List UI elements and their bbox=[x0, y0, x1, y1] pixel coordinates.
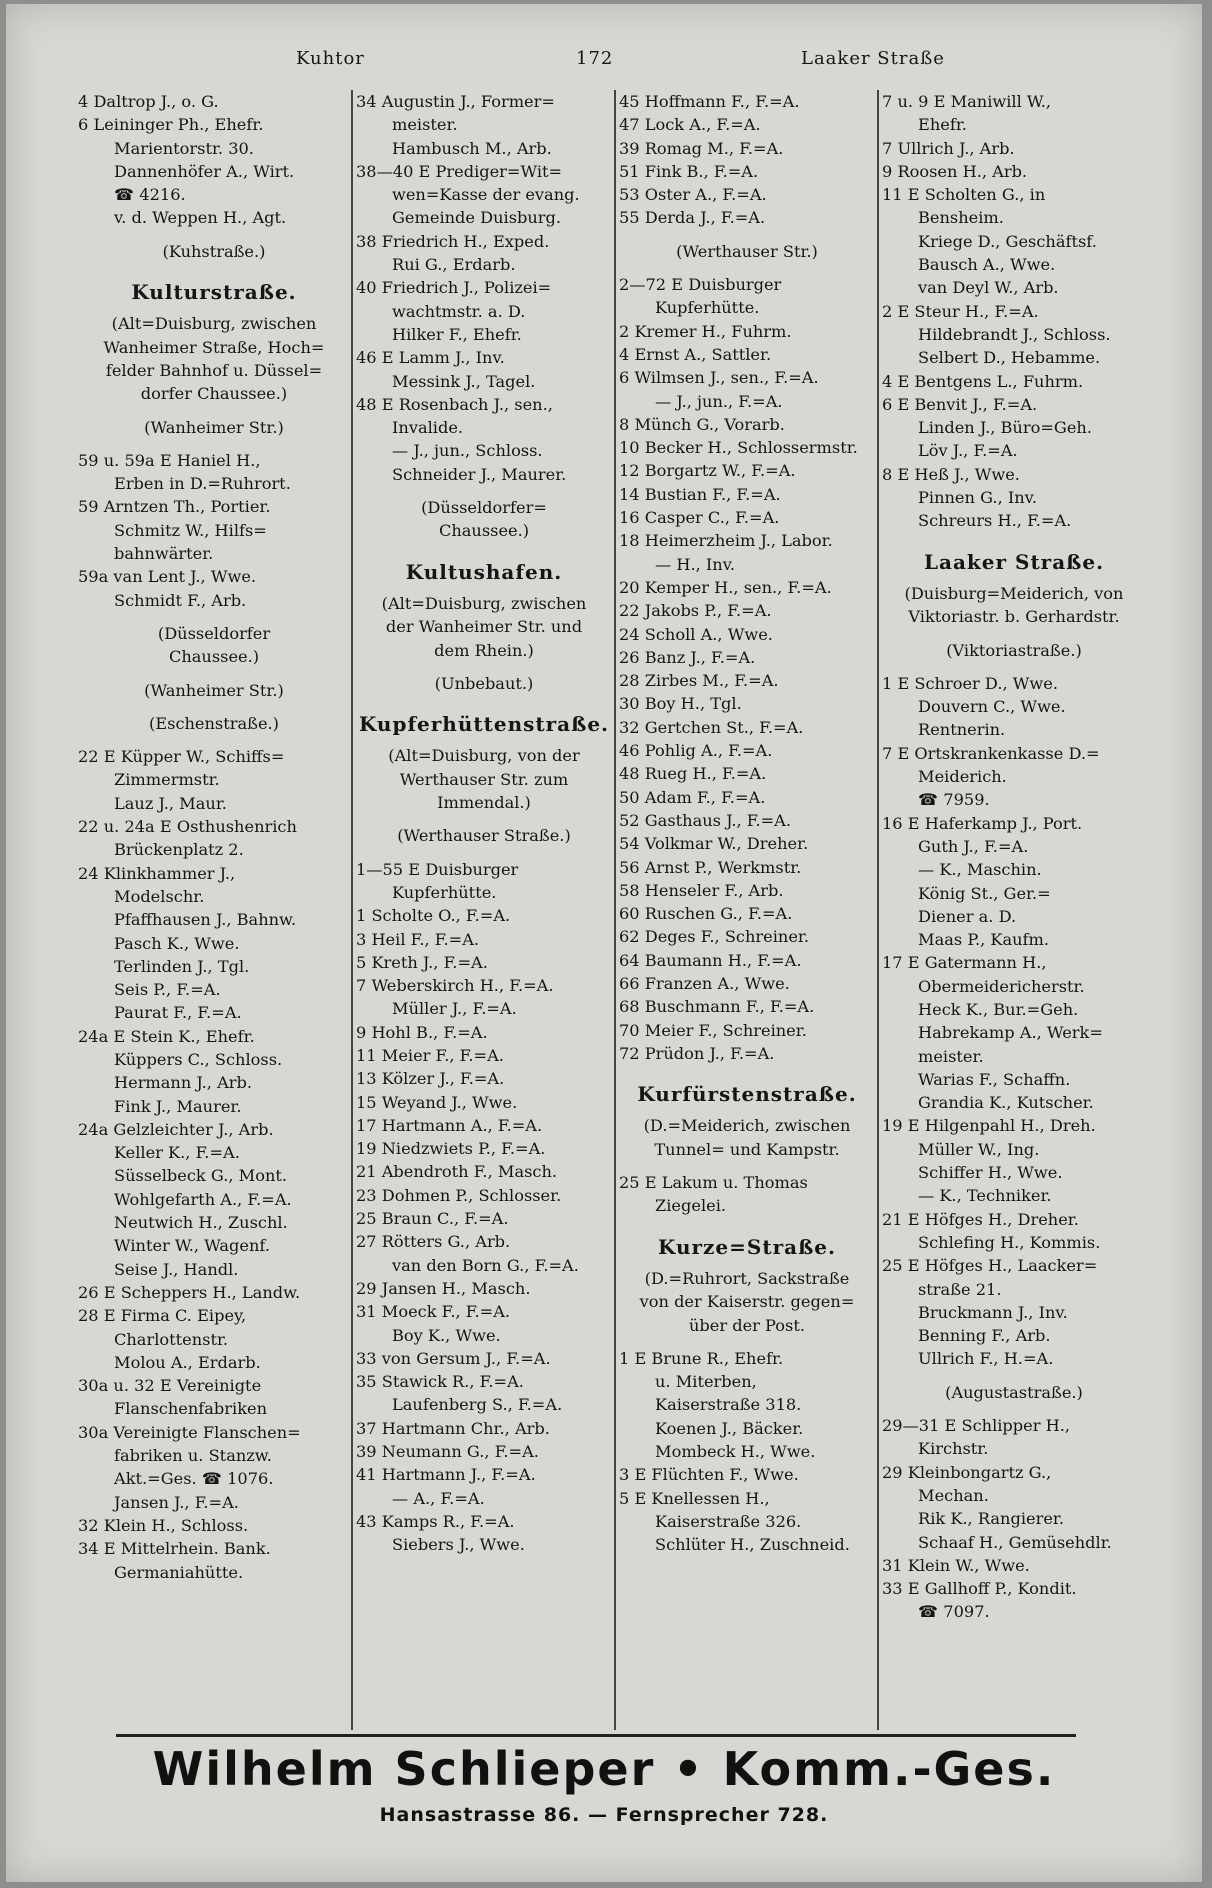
column-4 bbox=[882, 90, 1146, 1730]
header-right: Laaker Straße bbox=[801, 48, 945, 69]
entry-line: Rentnerin. bbox=[918, 720, 1006, 740]
entry-line: ☎ 7097. bbox=[918, 1602, 990, 1622]
entry-line: 39 Neumann G., F.=A. bbox=[356, 1442, 539, 1462]
entry-line: Pinnen G., Inv. bbox=[918, 488, 1038, 508]
entry-line: wachtmstr. a. D. bbox=[392, 301, 526, 321]
entry-line: 43 Kamps R., F.=A. bbox=[356, 1511, 515, 1531]
column-3 bbox=[619, 90, 875, 1730]
entry-line: Wohlgefarth A., F.=A. bbox=[114, 1189, 292, 1209]
entry-line: 10 Becker H., Schlossermstr. bbox=[619, 438, 858, 458]
spacer bbox=[356, 543, 612, 553]
entry-line: 59 u. 59a E Haniel H., bbox=[78, 450, 261, 470]
entry-line: 29 Kleinbongartz G., bbox=[882, 1462, 1052, 1482]
entry-line: König St., Ger.= bbox=[918, 883, 1051, 903]
street-note: von der Kaiserstr. gegen= bbox=[639, 1292, 855, 1312]
entry-line: Mechan. bbox=[918, 1485, 989, 1505]
column-divider bbox=[877, 90, 879, 1730]
street-note: (Alt=Duisburg, zwischen bbox=[111, 314, 317, 334]
entry-line: 21 Abendroth F., Masch. bbox=[356, 1162, 558, 1182]
spacer bbox=[78, 263, 350, 273]
entry-line: Flanschenfabriken bbox=[114, 1399, 268, 1419]
entry-line: Heck K., Bur.=Geh. bbox=[918, 999, 1079, 1019]
entry-line: 1 Scholte O., F.=A. bbox=[356, 906, 511, 926]
entry-line: Rui G., Erdarb. bbox=[392, 255, 516, 275]
street-note: der Wanheimer Str. und bbox=[385, 617, 583, 637]
spacer bbox=[356, 486, 612, 496]
entry-line: 34 Augustin J., Former= bbox=[356, 92, 555, 111]
spacer bbox=[78, 702, 350, 712]
entry-line: 2—72 E Duisburger bbox=[619, 275, 782, 295]
entry-line: 31 Moeck F., F.=A. bbox=[356, 1302, 511, 1322]
street-note: Werthauser Str. zum bbox=[399, 769, 569, 789]
spacer bbox=[78, 669, 350, 679]
street-note: (Düsseldorfer bbox=[157, 623, 271, 643]
entry-line: 37 Hartmann Chr., Arb. bbox=[356, 1418, 550, 1438]
entry-line: Germaniahütte. bbox=[114, 1562, 244, 1582]
entry-line: 21 E Höfges H., Dreher. bbox=[882, 1209, 1079, 1229]
spacer bbox=[356, 848, 612, 858]
entry-line: 35 Stawick R., F.=A. bbox=[356, 1372, 524, 1392]
entry-line: Douvern C., Wwe. bbox=[918, 697, 1066, 717]
entry-line: — K., Techniker. bbox=[918, 1186, 1052, 1206]
entry-line: 13 Kölzer J., F.=A. bbox=[356, 1069, 505, 1089]
entry-line: Hermann J., Arb. bbox=[114, 1073, 253, 1093]
entry-line: 72 Prüdon J., F.=A. bbox=[619, 1043, 775, 1063]
entry-line: — A., F.=A. bbox=[392, 1488, 485, 1508]
entry-line: 3 E Flüchten F., Wwe. bbox=[619, 1465, 799, 1485]
entry-line: 64 Baumann H., F.=A. bbox=[619, 950, 802, 970]
entry-line: 25 Braun C., F.=A. bbox=[356, 1209, 509, 1229]
entry-line: 20 Kemper H., sen., F.=A. bbox=[619, 577, 832, 597]
entry-line: 11 E Scholten G., in bbox=[882, 185, 1046, 205]
entry-line: Lauz J., Maur. bbox=[114, 793, 227, 813]
entry-line: Maas P., Kaufm. bbox=[918, 930, 1050, 950]
entry-line: Messink J., Tagel. bbox=[392, 371, 536, 391]
spacer bbox=[619, 230, 875, 240]
entry-line: 59a van Lent J., Wwe. bbox=[78, 567, 257, 587]
entry-line: Hildebrandt J., Schloss. bbox=[918, 324, 1111, 344]
entry-line: 9 Hohl B., F.=A. bbox=[356, 1022, 488, 1042]
entry-line: Ullrich F., H.=A. bbox=[918, 1349, 1054, 1369]
entry-line: 24 Scholl A., Wwe. bbox=[619, 624, 773, 644]
entry-line: Winter W., Wagenf. bbox=[114, 1236, 270, 1256]
entry-line: 16 Casper C., F.=A. bbox=[619, 508, 780, 528]
advertisement-title: Wilhelm Schlieper • Komm.-Ges. bbox=[152, 1742, 1056, 1796]
entry-line: Kaiserstraße 318. bbox=[655, 1395, 802, 1415]
spacer bbox=[619, 263, 875, 273]
entry-line: Löv J., F.=A. bbox=[918, 441, 1018, 461]
entry-line: Schlefing H., Kommis. bbox=[918, 1232, 1101, 1252]
entry-line: meister. bbox=[392, 115, 458, 135]
street-heading: Kulturstraße. bbox=[131, 280, 297, 305]
entry-line: 19 Niedzwiets P., F.=A. bbox=[356, 1139, 546, 1159]
entry-line: 51 Fink B., F.=A. bbox=[619, 161, 759, 181]
entry-line: 25 E Lakum u. Thomas bbox=[619, 1173, 808, 1193]
street-note: (Werthauser Str.) bbox=[676, 241, 818, 261]
entry-line: 48 E Rosenbach J., sen., bbox=[356, 394, 553, 414]
entry-line: Schaaf H., Gemüsehdlr. bbox=[918, 1532, 1112, 1552]
entry-line: Hilker F., Ehefr. bbox=[392, 324, 522, 344]
street-heading: Kultushafen. bbox=[405, 559, 563, 584]
entry-line: 28 E Firma C. Eipey, bbox=[78, 1306, 247, 1326]
street-note: felder Bahnhof u. Düssel= bbox=[105, 360, 323, 380]
entry-line: Kirchstr. bbox=[918, 1439, 989, 1459]
entry-line: Fink J., Maurer. bbox=[114, 1096, 242, 1116]
entry-line: 30a u. 32 E Vereinigte bbox=[78, 1376, 262, 1396]
directory-page bbox=[6, 4, 1202, 1882]
street-note: Viktoriastr. b. Gerhardstr. bbox=[908, 607, 1120, 627]
entry-line: 11 Meier F., F.=A. bbox=[356, 1045, 504, 1065]
entry-line: ☎ 4216. bbox=[114, 185, 186, 205]
street-note: Wanheimer Straße, Hoch= bbox=[103, 337, 325, 357]
entry-line: Schiffer H., Wwe. bbox=[918, 1163, 1063, 1183]
street-note: (D.=Meiderich, zwischen bbox=[643, 1116, 851, 1136]
entry-line: 1—55 E Duisburger bbox=[356, 859, 519, 879]
entry-line: 47 Lock A., F.=A. bbox=[619, 115, 761, 135]
spacer bbox=[882, 1371, 1146, 1381]
entry-line: 53 Oster A., F.=A. bbox=[619, 185, 767, 205]
entry-line: meister. bbox=[918, 1046, 984, 1066]
entry-line: van den Born G., F.=A. bbox=[392, 1255, 579, 1275]
street-note: (Unbebaut.) bbox=[434, 673, 534, 693]
entry-line: Brückenplatz 2. bbox=[114, 840, 244, 860]
entry-line: 26 E Scheppers H., Landw. bbox=[78, 1282, 301, 1302]
entry-line: 33 E Gallhoff P., Kondit. bbox=[882, 1579, 1077, 1599]
entry-line: Guth J., F.=A. bbox=[918, 836, 1029, 856]
entry-line: 4 E Bentgens L., Fuhrm. bbox=[882, 371, 1084, 391]
entry-line: Terlinden J., Tgl. bbox=[114, 956, 250, 976]
entry-line: 17 Hartmann A., F.=A. bbox=[356, 1115, 543, 1135]
entry-line: Keller K., F.=A. bbox=[114, 1143, 240, 1163]
street-note: (Kuhstraße.) bbox=[162, 241, 266, 261]
spacer bbox=[356, 662, 612, 672]
entry-line: Charlottenstr. bbox=[114, 1329, 229, 1349]
entry-line: Invalide. bbox=[392, 418, 464, 438]
entry-line: Schlüter H., Zuschneid. bbox=[655, 1535, 850, 1555]
entry-line: 6 E Benvit J., F.=A. bbox=[882, 394, 1038, 414]
street-note: über der Post. bbox=[688, 1315, 805, 1335]
entry-line: 39 Romag M., F.=A. bbox=[619, 138, 784, 158]
entry-line: Warias F., Schaffn. bbox=[918, 1069, 1071, 1089]
entry-line: 34 E Mittelrhein. Bank. bbox=[78, 1539, 271, 1559]
column-divider bbox=[614, 90, 616, 1730]
entry-line: Linden J., Büro=Geh. bbox=[918, 418, 1092, 438]
entry-line: 25 E Höfges H., Laacker= bbox=[882, 1256, 1098, 1276]
entry-line: 17 E Gatermann H., bbox=[882, 953, 1047, 973]
spacer bbox=[78, 406, 350, 416]
entry-line: Boy K., Wwe. bbox=[392, 1325, 501, 1345]
entry-line: 9 Roosen H., Arb. bbox=[882, 161, 1028, 181]
entry-line: 12 Borgartz W., F.=A. bbox=[619, 461, 796, 481]
street-note: dem Rhein.) bbox=[434, 640, 534, 660]
entry-line: Modelschr. bbox=[114, 886, 205, 906]
entry-line: 1 E Schroer D., Wwe. bbox=[882, 673, 1058, 693]
entry-line: — K., Maschin. bbox=[918, 860, 1042, 880]
entry-line: Schmidt F., Arb. bbox=[114, 590, 247, 610]
entry-line: 33 von Gersum J., F.=A. bbox=[356, 1348, 551, 1368]
entry-line: Kupferhütte. bbox=[655, 298, 760, 318]
entry-line: bahnwärter. bbox=[114, 544, 214, 564]
entry-line: 26 Banz J., F.=A. bbox=[619, 647, 756, 667]
entry-line: 1 E Brune R., Ehefr. bbox=[619, 1348, 784, 1368]
entry-line: 16 E Haferkamp J., Port. bbox=[882, 813, 1083, 833]
entry-line: Akt.=Ges. ☎ 1076. bbox=[114, 1469, 274, 1489]
entry-line: v. d. Weppen H., Agt. bbox=[114, 208, 287, 228]
entry-line: 66 Franzen A., Wwe. bbox=[619, 973, 790, 993]
street-heading: Kupferhüttenstraße. bbox=[358, 712, 610, 737]
entry-line: Pasch K., Wwe. bbox=[114, 933, 240, 953]
entry-line: 38—40 E Prediger=Wit= bbox=[356, 161, 563, 181]
entry-line: — J., jun., Schloss. bbox=[392, 441, 543, 461]
column-2 bbox=[356, 90, 612, 1730]
entry-line: Ehefr. bbox=[918, 115, 967, 135]
entry-line: straße 21. bbox=[918, 1279, 1002, 1299]
entry-line: Selbert D., Hebamme. bbox=[918, 348, 1101, 368]
entry-line: Kriege D., Geschäftsf. bbox=[918, 231, 1097, 251]
entry-line: 62 Deges F., Schreiner. bbox=[619, 927, 810, 947]
entry-line: 24a Gelzleichter J., Arb. bbox=[78, 1119, 274, 1139]
entry-line: 7 u. 9 E Maniwill W., bbox=[882, 92, 1052, 111]
entry-line: Marientorstr. 30. bbox=[114, 138, 254, 158]
entry-line: Paurat F., F.=A. bbox=[114, 1003, 242, 1023]
entry-line: 38 Friedrich H., Exped. bbox=[356, 231, 550, 251]
spacer bbox=[619, 1065, 875, 1075]
entry-line: Küppers C., Schloss. bbox=[114, 1049, 283, 1069]
entry-line: 6 Wilmsen J., sen., F.=A. bbox=[619, 368, 819, 388]
entry-line: Molou A., Erdarb. bbox=[114, 1352, 261, 1372]
entry-line: Zimmermstr. bbox=[114, 770, 220, 790]
entry-line: 24 Klinkhammer J., bbox=[78, 863, 236, 883]
entry-line: 2 Kremer H., Fuhrm. bbox=[619, 321, 792, 341]
street-note: (Wanheimer Str.) bbox=[144, 417, 284, 437]
spacer bbox=[882, 533, 1146, 543]
entry-line: 52 Gasthaus J., F.=A. bbox=[619, 810, 792, 830]
entry-line: Meiderich. bbox=[918, 767, 1007, 787]
street-note: (Werthauser Straße.) bbox=[397, 826, 571, 846]
entry-line: 54 Volkmar W., Dreher. bbox=[619, 834, 809, 854]
entry-line: 7 Ullrich J., Arb. bbox=[882, 138, 1015, 158]
entry-line: Laufenberg S., F.=A. bbox=[392, 1395, 563, 1415]
street-note: (Viktoriastraße.) bbox=[946, 640, 1082, 660]
advertisement-address: Hansastrasse 86. — Fernsprecher 728. bbox=[379, 1804, 829, 1826]
entry-line: Schneider J., Maurer. bbox=[392, 464, 567, 484]
spacer bbox=[619, 1337, 875, 1347]
entry-line: Rik K., Rangierer. bbox=[918, 1509, 1065, 1529]
spacer bbox=[78, 612, 350, 622]
street-note: (Alt=Duisburg, von der bbox=[388, 746, 580, 766]
entry-line: 29—31 E Schlipper H., bbox=[882, 1416, 1071, 1436]
entry-line: 55 Derda J., F.=A. bbox=[619, 208, 766, 228]
street-note: (Alt=Duisburg, zwischen bbox=[381, 593, 587, 613]
entry-line: Erben in D.=Ruhrort. bbox=[114, 474, 291, 494]
entry-line: Diener a. D. bbox=[918, 906, 1017, 926]
entry-line: Obermeidericherstr. bbox=[918, 976, 1085, 996]
entry-line: 3 Heil F., F.=A. bbox=[356, 929, 480, 949]
entry-line: Siebers J., Wwe. bbox=[392, 1535, 525, 1555]
entry-line: 4 Ernst A., Sattler. bbox=[619, 344, 772, 364]
entry-line: 8 E Heß J., Wwe. bbox=[882, 464, 1020, 484]
spacer bbox=[356, 814, 612, 824]
street-note: Tunnel= und Kampstr. bbox=[654, 1139, 840, 1159]
entry-line: Hambusch M., Arb. bbox=[392, 138, 552, 158]
column-1 bbox=[78, 90, 350, 1730]
entry-line: 7 Weberskirch H., F.=A. bbox=[356, 976, 554, 996]
entry-line: 19 E Hilgenpahl H., Dreh. bbox=[882, 1116, 1096, 1136]
entry-line: Grandia K., Kutscher. bbox=[918, 1093, 1094, 1113]
entry-line: 30a Vereinigte Flanschen= bbox=[78, 1422, 301, 1442]
street-heading: Laaker Straße. bbox=[923, 549, 1105, 574]
entry-line: Müller J., F.=A. bbox=[392, 999, 517, 1019]
entry-line: Kaiserstraße 326. bbox=[655, 1511, 802, 1531]
entry-line: ☎ 7959. bbox=[918, 790, 990, 810]
street-note: dorfer Chaussee.) bbox=[140, 384, 288, 404]
entry-line: 29 Jansen H., Masch. bbox=[356, 1278, 531, 1298]
header-left: Kuhtor bbox=[296, 48, 365, 69]
entry-line: 68 Buschmann F., F.=A. bbox=[619, 997, 815, 1017]
entry-line: 40 Friedrich J., Polizei= bbox=[356, 278, 552, 298]
street-note: (Augustastraße.) bbox=[945, 1382, 1083, 1402]
spacer bbox=[882, 1404, 1146, 1414]
entry-line: 32 Gertchen St., F.=A. bbox=[619, 717, 804, 737]
entry-line: Bausch A., Wwe. bbox=[918, 255, 1056, 275]
entry-line: 31 Klein W., Wwe. bbox=[882, 1555, 1030, 1575]
entry-line: 41 Hartmann J., F.=A. bbox=[356, 1465, 536, 1485]
entry-line: 50 Adam F., F.=A. bbox=[619, 787, 766, 807]
entry-line: 59 Arntzen Th., Portier. bbox=[78, 497, 271, 517]
entry-line: Dannenhöfer A., Wirt. bbox=[114, 161, 295, 181]
entry-line: Schreurs H., F.=A. bbox=[918, 511, 1072, 531]
entry-line: Seis P., F.=A. bbox=[114, 980, 221, 1000]
entry-line: Seise J., Handl. bbox=[114, 1259, 239, 1279]
entry-line: 2 E Steur H., F.=A. bbox=[882, 301, 1039, 321]
entry-line: 58 Henseler F., Arb. bbox=[619, 880, 784, 900]
footer-rule bbox=[116, 1734, 1076, 1737]
entry-line: Kupferhütte. bbox=[392, 882, 497, 902]
entry-line: 70 Meier F., Schreiner. bbox=[619, 1020, 807, 1040]
spacer bbox=[882, 662, 1146, 672]
street-note: (Eschenstraße.) bbox=[149, 713, 279, 733]
entry-line: Benning F., Arb. bbox=[918, 1326, 1051, 1346]
entry-line: Pfaffhausen J., Bahnw. bbox=[114, 910, 297, 930]
street-heading: Kurze=Straße. bbox=[658, 1234, 836, 1259]
entry-line: Müller W., Ing. bbox=[918, 1139, 1040, 1159]
entry-line: fabriken u. Stanzw. bbox=[114, 1446, 272, 1466]
spacer bbox=[619, 1161, 875, 1171]
entry-line: Koenen J., Bäcker. bbox=[655, 1418, 804, 1438]
entry-line: 56 Arnst P., Werkmstr. bbox=[619, 857, 802, 877]
entry-line: 48 Rueg H., F.=A. bbox=[619, 764, 767, 784]
page-header bbox=[6, 42, 1202, 76]
entry-line: Bruckmann J., Inv. bbox=[918, 1302, 1068, 1322]
street-note: (Duisburg=Meiderich, von bbox=[904, 583, 1124, 603]
spacer bbox=[882, 629, 1146, 639]
entry-line: 60 Ruschen G., F.=A. bbox=[619, 904, 793, 924]
entry-line: Süsselbeck G., Mont. bbox=[114, 1166, 288, 1186]
entry-line: 6 Leininger Ph., Ehefr. bbox=[78, 115, 264, 135]
entry-line: Ziegelei. bbox=[655, 1196, 727, 1216]
entry-line: 4 Daltrop J., o. G. bbox=[78, 92, 219, 111]
entry-line: van Deyl W., Arb. bbox=[918, 278, 1059, 298]
entry-line: — J., jun., F.=A. bbox=[655, 391, 783, 411]
spacer bbox=[78, 230, 350, 240]
entry-line: 15 Weyand J., Wwe. bbox=[356, 1092, 518, 1112]
entry-line: — H., Inv. bbox=[655, 554, 736, 574]
street-note: (D.=Ruhrort, Sackstraße bbox=[644, 1268, 850, 1288]
column-divider bbox=[351, 90, 353, 1730]
street-note: Chaussee.) bbox=[438, 521, 530, 541]
entry-line: 24a E Stein K., Ehefr. bbox=[78, 1026, 255, 1046]
entry-line: 28 Zirbes M., F.=A. bbox=[619, 671, 779, 691]
entry-line: 5 Kreth J., F.=A. bbox=[356, 952, 488, 972]
entry-line: Schmitz W., Hilfs= bbox=[114, 520, 267, 540]
spacer bbox=[78, 439, 350, 449]
spacer bbox=[356, 695, 612, 705]
entry-line: u. Miterben, bbox=[655, 1372, 757, 1392]
street-note: Immendal.) bbox=[437, 793, 531, 813]
entry-line: 5 E Knellessen H., bbox=[619, 1488, 770, 1508]
entry-line: Bensheim. bbox=[918, 208, 1004, 228]
page-number: 172 bbox=[576, 48, 614, 69]
entry-line: 46 Pohlig A., F.=A. bbox=[619, 741, 773, 761]
entry-line: 23 Dohmen P., Schlosser. bbox=[356, 1185, 562, 1205]
entry-line: 32 Klein H., Schloss. bbox=[78, 1515, 249, 1535]
entry-line: 45 Hoffmann F., F.=A. bbox=[619, 92, 800, 111]
street-note: Chaussee.) bbox=[168, 647, 260, 667]
entry-line: 22 u. 24a E Osthushenrich bbox=[78, 817, 297, 837]
entry-line: 30 Boy H., Tgl. bbox=[619, 694, 742, 714]
entry-line: 46 E Lamm J., Inv. bbox=[356, 348, 505, 368]
entry-line: 27 Rötters G., Arb. bbox=[356, 1232, 511, 1252]
entry-line: 18 Heimerzheim J., Labor. bbox=[619, 531, 833, 551]
entry-line: Jansen J., F.=A. bbox=[114, 1492, 239, 1512]
entry-line: wen=Kasse der evang. bbox=[392, 185, 580, 205]
spacer bbox=[78, 735, 350, 745]
street-note: (Düsseldorfer= bbox=[421, 498, 547, 518]
spacer bbox=[619, 1218, 875, 1228]
entry-line: 8 Münch G., Vorarb. bbox=[619, 414, 785, 434]
entry-line: Neutwich H., Zuschl. bbox=[114, 1213, 288, 1233]
entry-line: Habrekamp A., Werk= bbox=[918, 1023, 1103, 1043]
street-heading: Kurfürstenstraße. bbox=[637, 1082, 857, 1107]
entry-line: Mombeck H., Wwe. bbox=[655, 1442, 816, 1462]
street-note: (Wanheimer Str.) bbox=[144, 680, 284, 700]
entry-line: 7 E Ortskrankenkasse D.= bbox=[882, 743, 1100, 763]
entry-line: 22 Jakobs P., F.=A. bbox=[619, 601, 772, 621]
entry-line: Gemeinde Duisburg. bbox=[392, 208, 562, 228]
entry-line: 14 Bustian F., F.=A. bbox=[619, 484, 781, 504]
entry-line: 22 E Küpper W., Schiffs= bbox=[78, 747, 285, 767]
